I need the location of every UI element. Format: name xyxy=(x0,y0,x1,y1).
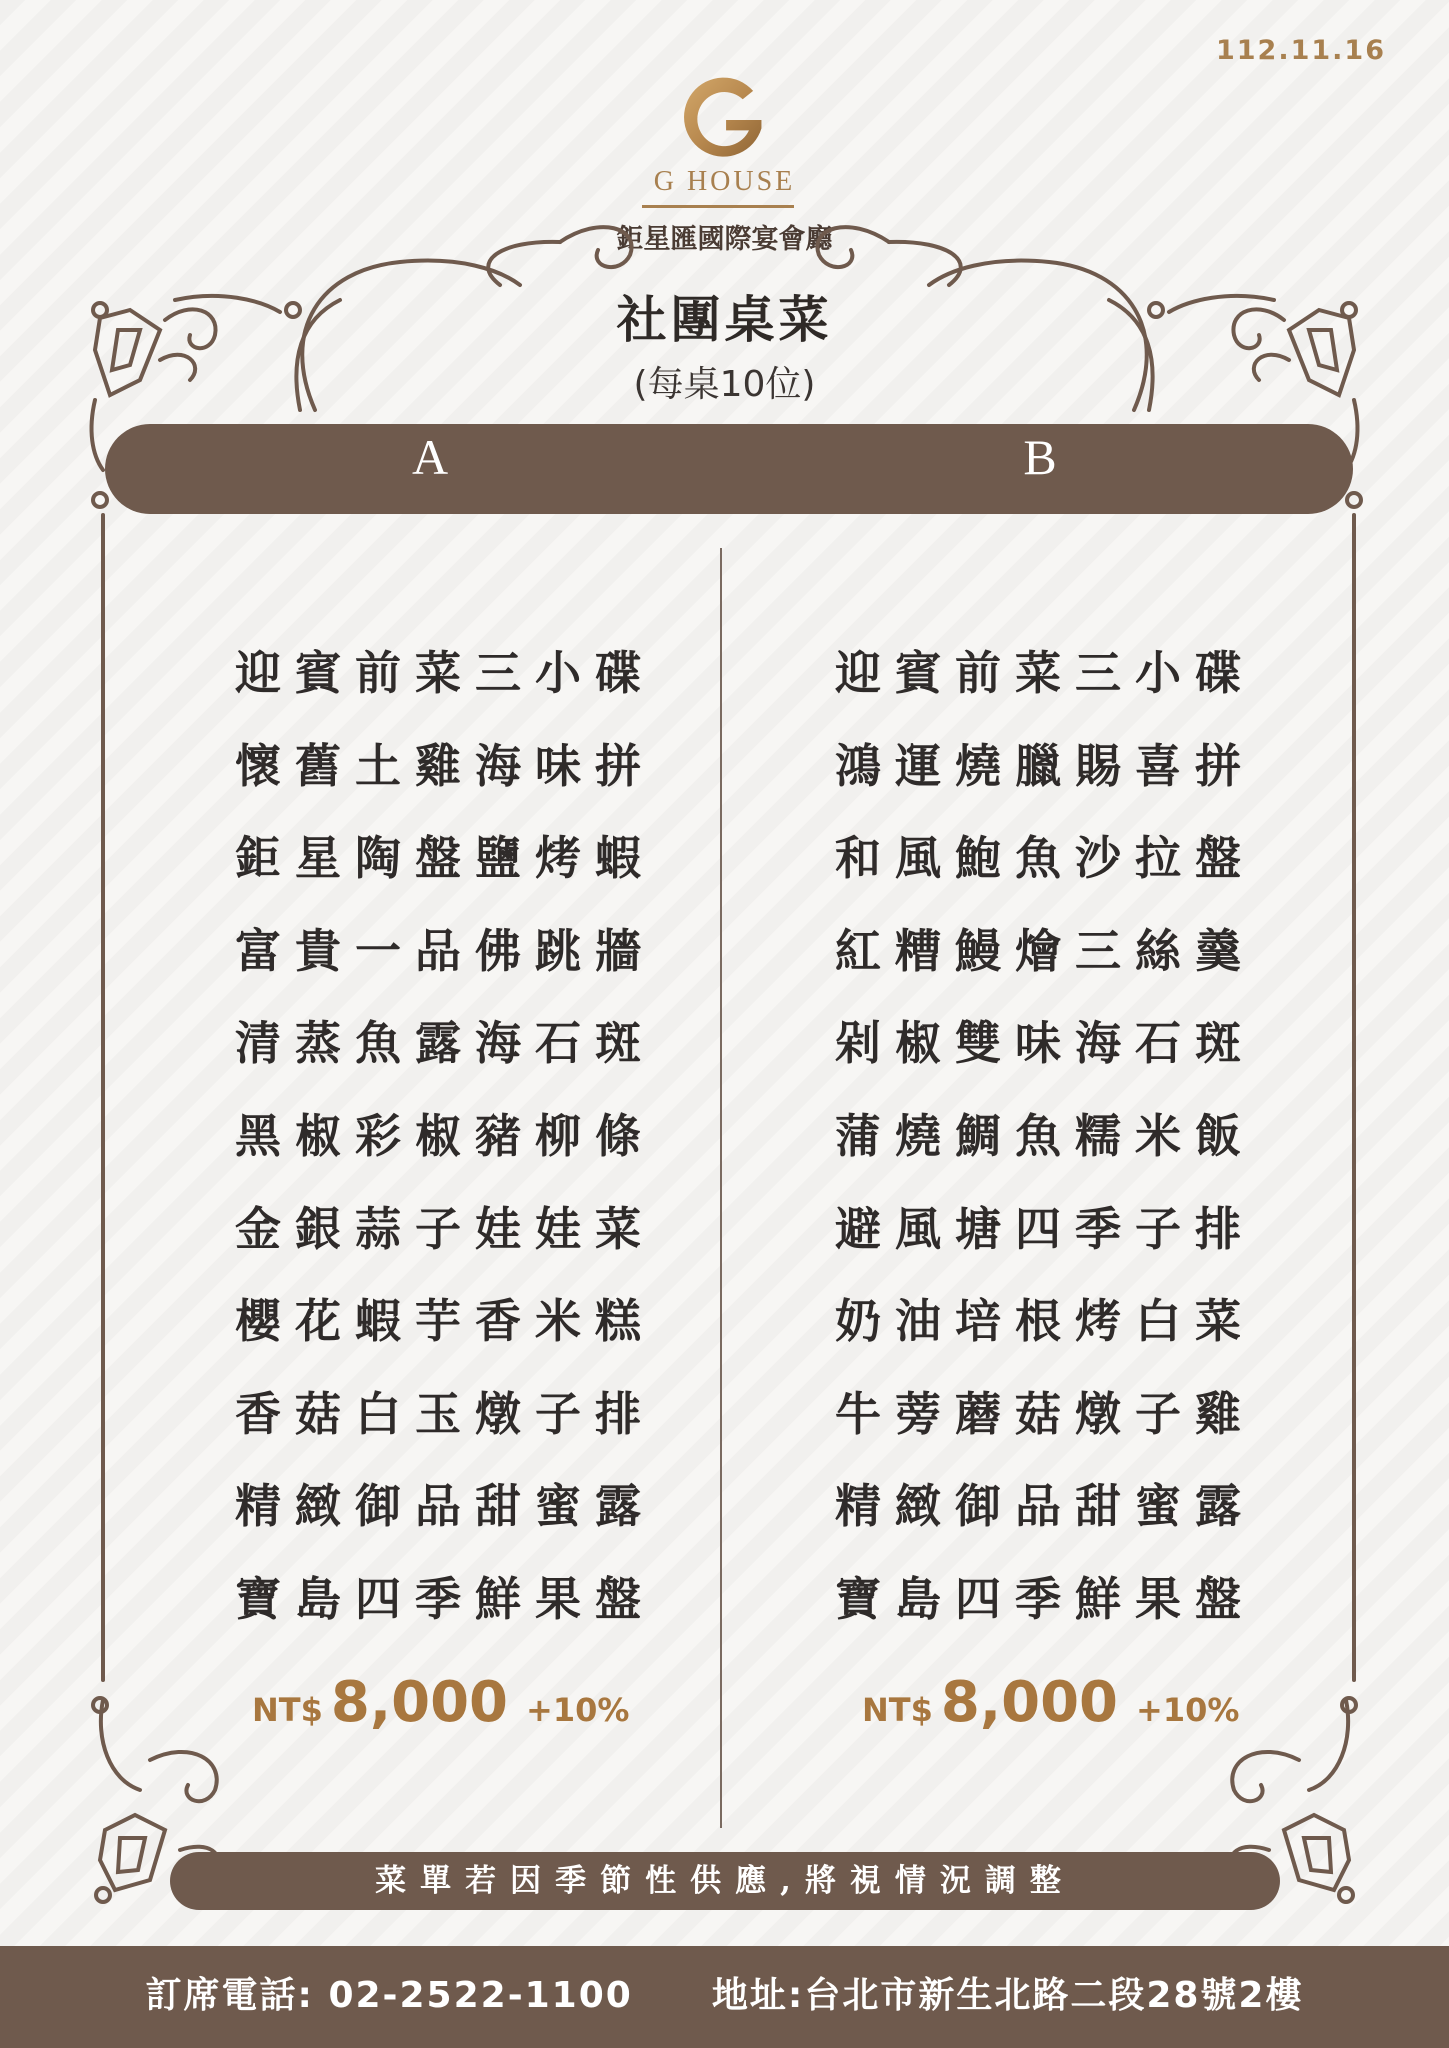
menu-a-list xyxy=(235,627,695,1646)
list-item: 精緻御品甜蜜露 xyxy=(835,1479,1255,1534)
brand-chinese: 鉅星匯國際宴會廳 xyxy=(616,224,833,255)
list-item: 蒲燒鯛魚糯米飯 xyxy=(835,1108,1255,1163)
menu-date: 112.11.16 xyxy=(1215,35,1386,66)
list-item: 迎賓前菜三小碟 xyxy=(235,646,655,700)
list-item: 和風鮑魚沙拉盤 xyxy=(835,831,1255,886)
list-item: 精緻御品甜蜜露 xyxy=(235,1479,655,1534)
phone-number: 02-2522-1100 xyxy=(328,1975,633,2016)
menu-subtitle: (每桌10位) xyxy=(633,364,816,405)
list-item: 黑椒彩椒豬柳條 xyxy=(235,1108,655,1163)
list-item: 牛蒡蘑菇燉子雞 xyxy=(835,1386,1255,1441)
price-currency: NT$ xyxy=(252,1691,323,1729)
list-item: 懷舊土雞海味拼 xyxy=(235,738,655,793)
price-tax: +10% xyxy=(1136,1691,1240,1729)
list-item: 寶島四季鮮果盤 xyxy=(235,1571,655,1626)
list-item: 寶島四季鮮果盤 xyxy=(835,1571,1255,1626)
list-item: 櫻花蝦芋香米糕 xyxy=(235,1294,655,1349)
brand-english: G HOUSE xyxy=(653,166,796,197)
list-item: 富貴一品佛跳牆 xyxy=(235,923,655,978)
seasonal-notice: 菜單若因季節性供應,將視情況調整 xyxy=(375,1863,1075,1899)
list-item: 鉅星陶盤鹽烤蝦 xyxy=(235,831,655,886)
menu-b-label: B xyxy=(1023,429,1057,485)
list-item: 奶油培根烤白菜 xyxy=(835,1294,1255,1349)
price-amount: 8,000 xyxy=(330,1670,509,1735)
list-item: 香菇白玉燉子排 xyxy=(235,1386,655,1441)
list-item: 清蒸魚露海石斑 xyxy=(235,1016,655,1071)
address-label: 地址: xyxy=(711,1975,805,2016)
price-currency: NT$ xyxy=(862,1691,933,1729)
list-item: 紅糟鰻燴三絲羹 xyxy=(835,923,1255,978)
menu-b-price xyxy=(862,1670,1239,1735)
list-item: 剁椒雙味海石斑 xyxy=(835,1016,1255,1071)
address-text: 台北市新生北路二段28號2樓 xyxy=(804,1975,1304,2016)
list-item: 金銀蒜子娃娃菜 xyxy=(235,1201,655,1256)
price-amount: 8,000 xyxy=(940,1670,1119,1735)
column-header-bar xyxy=(105,424,1353,514)
phone-label: 訂席電話: xyxy=(145,1975,314,2016)
footer-contact xyxy=(0,1946,1449,2046)
menu-a-price xyxy=(252,1670,629,1735)
list-item: 避風塘四季子排 xyxy=(835,1201,1255,1256)
list-item: 鴻運燒臘賜喜拼 xyxy=(835,738,1255,793)
column-divider xyxy=(720,548,722,1828)
menu-title: 社團桌菜 xyxy=(616,291,833,349)
price-tax: +10% xyxy=(526,1691,630,1729)
list-item: 迎賓前菜三小碟 xyxy=(835,646,1255,700)
menu-a-label: A xyxy=(411,429,449,485)
menu-b-list xyxy=(835,627,1295,1646)
